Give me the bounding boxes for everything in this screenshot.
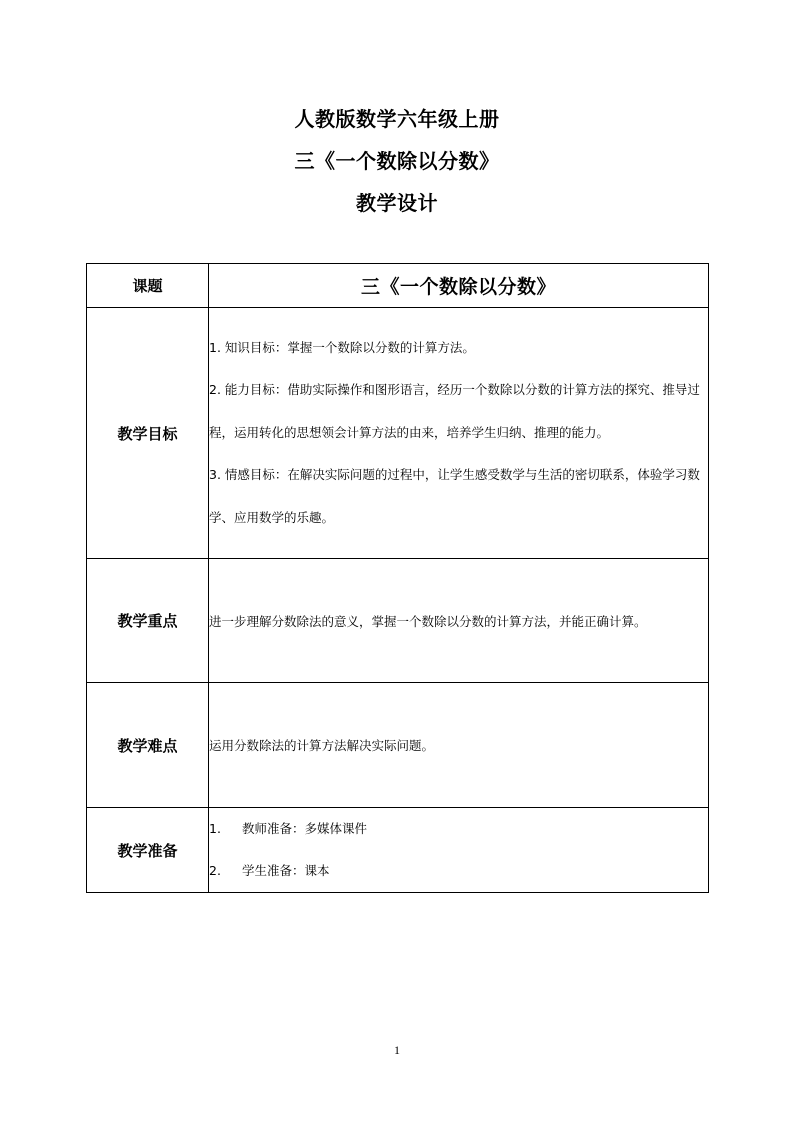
lesson-plan-table <box>86 263 709 893</box>
document-subtitle: 教学设计 <box>356 191 438 215</box>
topic-label: 课题 <box>87 264 209 308</box>
lesson-title: 三《一个数除以分数》 <box>294 149 500 173</box>
objective-knowledge: 1. 知识目标：掌握一个数除以分数的计算方法。 <box>209 339 475 355</box>
difficulties-text: 运用分数除法的计算方法解决实际问题。 <box>209 683 709 808</box>
objective-ability: 2. 能力目标：借助实际操作和图形语言，经历一个数除以分数的计算方法的探究、推导过程，运用转化的思想领会计算方法的由来，培养学生归纳、推理的能力。 <box>209 382 700 440</box>
table-row-key-points <box>87 559 709 683</box>
preparation-list <box>209 808 709 893</box>
list-item-text: 教师准备：多媒体课件 <box>242 821 368 836</box>
topic-value: 三《一个数除以分数》 <box>209 264 709 308</box>
list-item-number: 2. <box>209 863 221 878</box>
document-title: 人教版数学六年级上册 <box>294 107 500 131</box>
table-row-objectives <box>87 308 709 559</box>
objective-emotion: 3. 情感目标：在解决实际问题的过程中，让学生感受数学与生活的密切联系，体验学习数学、应用数学的乐趣。 <box>209 467 700 525</box>
table-row-topic <box>87 264 709 308</box>
key-points-label: 教学重点 <box>87 559 209 683</box>
objectives-label: 教学目标 <box>87 308 209 559</box>
table-row-difficulties <box>87 683 709 808</box>
list-item <box>209 850 708 892</box>
list-item-text: 学生准备：课本 <box>242 863 330 878</box>
preparation-label: 教学准备 <box>87 808 209 893</box>
list-item-number: 1. <box>209 821 221 836</box>
key-points-text: 进一步理解分数除法的意义，掌握一个数除以分数的计算方法，并能正确计算。 <box>209 559 709 683</box>
page-number: 1 <box>394 1043 400 1057</box>
list-item <box>209 808 708 850</box>
difficulties-label: 教学难点 <box>87 683 209 808</box>
table-row-preparation <box>87 808 709 893</box>
objectives-cell <box>209 308 709 559</box>
